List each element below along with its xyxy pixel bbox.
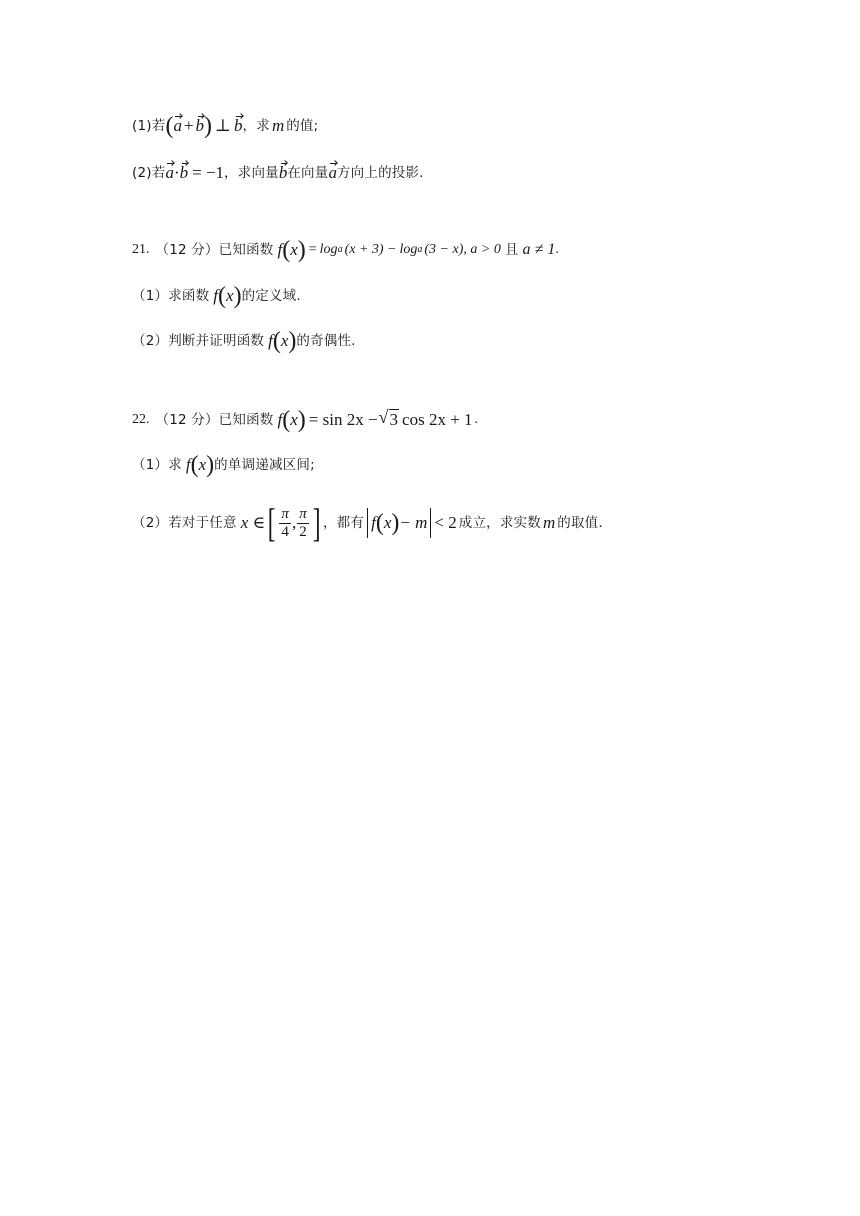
q20-part1-text-end: 的值; xyxy=(286,118,319,134)
fraction-numerator: π xyxy=(299,505,307,522)
vector-b: b xyxy=(195,116,205,135)
q21-part1-label: （1）求函数 xyxy=(132,288,210,304)
q22-part1 xyxy=(132,452,315,478)
open-paren: ( xyxy=(165,113,174,139)
q20-part2-label: (2)若 xyxy=(132,165,166,181)
log-arg-2: (3 − x), a > 0 xyxy=(424,242,501,257)
fraction-numerator: π xyxy=(281,505,289,522)
function-f: f xyxy=(277,240,283,259)
log-2: log xyxy=(399,242,418,257)
expression-part-1: = sin 2x − xyxy=(308,410,378,429)
vector-b: b xyxy=(179,163,189,182)
close-paren: ) xyxy=(391,510,400,536)
q22-header xyxy=(132,407,479,433)
q20-part2-text-mid: ，求向量 xyxy=(224,165,279,181)
q22-part1-text-end: 的单调递减区间; xyxy=(214,457,315,473)
q21-part2-label: （2）判断并证明函数 xyxy=(132,333,265,349)
open-paren: ( xyxy=(282,407,291,433)
variable-x: x xyxy=(280,331,289,350)
q21-part1 xyxy=(132,283,301,309)
open-paren: ( xyxy=(272,328,281,354)
x-in: x ∈ xyxy=(240,513,266,532)
vector-a: a xyxy=(173,116,182,135)
fraction-denominator: 4 xyxy=(281,523,289,540)
function-f: f xyxy=(277,410,283,429)
q22-points-text: （12 分）已知函数 xyxy=(155,412,274,428)
function-f: f xyxy=(371,513,376,532)
q20-part2-text-mid2: 在向量 xyxy=(287,165,329,181)
variable-m: m xyxy=(271,116,285,135)
q21-part2 xyxy=(132,328,356,354)
question-number: 22. xyxy=(132,412,150,427)
close-paren: ) xyxy=(233,283,242,309)
variable-x: x xyxy=(290,240,298,259)
abs-bar-left xyxy=(367,508,368,538)
q22-part2-label: （2）若对于任意 xyxy=(132,515,237,531)
close-paren: ) xyxy=(206,452,215,478)
q20-part1-label: (1)若 xyxy=(132,118,166,134)
open-paren: ( xyxy=(375,510,384,536)
condition-a-neq-1: a ≠ 1 xyxy=(522,241,556,258)
q22-part2-text-mid2: 成立，求实数 xyxy=(458,515,541,531)
close-paren: ) xyxy=(297,237,306,263)
q21-header xyxy=(132,237,559,263)
q22-part2 xyxy=(132,500,603,545)
vector-b-2: b xyxy=(278,163,288,182)
q22-part2-text-mid: ，都有 xyxy=(323,515,365,531)
close-paren: ) xyxy=(297,407,306,433)
and-word: 且 xyxy=(504,242,519,258)
variable-x: x xyxy=(383,513,392,532)
log-base-2: a xyxy=(417,244,423,255)
function-f: f xyxy=(185,455,191,474)
q21-part1-text-end: 的定义域. xyxy=(241,288,301,304)
equals-sign: = xyxy=(308,242,317,257)
open-paren: ( xyxy=(190,452,199,478)
variable-x: x xyxy=(290,410,298,429)
close-paren: ) xyxy=(288,328,297,354)
variable-x: x xyxy=(198,455,207,474)
sqrt-radicand: 3 xyxy=(389,410,399,429)
vector-b-2: b xyxy=(234,116,243,135)
open-paren: ( xyxy=(218,283,227,309)
minus-m: − m xyxy=(399,513,428,532)
equals-minus-one: = −1 xyxy=(192,163,225,182)
open-paren: ( xyxy=(282,237,291,263)
function-f: f xyxy=(213,286,219,305)
q21-points-text: （12 分）已知函数 xyxy=(155,242,274,258)
log-arg-1: (x + 3) − xyxy=(344,242,397,257)
perp-symbol: ⊥ xyxy=(215,116,232,135)
left-bracket: [ xyxy=(267,500,276,545)
log-1: log xyxy=(319,242,338,257)
period: . xyxy=(474,412,479,427)
expression-part-2: cos 2x + 1 xyxy=(402,410,473,429)
question-number: 21. xyxy=(132,242,150,257)
vector-a-2: a xyxy=(328,163,337,182)
close-paren: ) xyxy=(204,113,213,139)
fraction-denominator: 2 xyxy=(299,523,307,540)
fraction-pi-over-4 xyxy=(279,506,291,541)
fraction-pi-over-2 xyxy=(297,506,309,541)
q22-part2-text-end: 的取值. xyxy=(557,515,603,531)
q20-part2 xyxy=(132,163,424,183)
q20-part1 xyxy=(132,113,319,139)
period: . xyxy=(555,242,559,257)
variable-m: m xyxy=(542,513,556,532)
abs-bar-right xyxy=(430,508,431,538)
q22-part1-label: （1）求 xyxy=(132,457,182,473)
right-bracket: ] xyxy=(312,500,321,545)
comma: , xyxy=(291,513,297,532)
less-than-2: < 2 xyxy=(434,513,457,532)
q20-part2-text-end: 方向上的投影. xyxy=(336,165,424,181)
q20-part1-text-mid: ，求 xyxy=(242,118,270,134)
plus-sign: + xyxy=(183,116,194,135)
log-base-1: a xyxy=(337,244,343,255)
function-f: f xyxy=(268,331,273,350)
variable-x: x xyxy=(226,286,234,305)
sqrt-3 xyxy=(380,410,400,430)
dot-operator: · xyxy=(173,163,180,182)
q21-part2-text-end: 的奇偶性. xyxy=(296,333,356,349)
vector-a: a xyxy=(165,163,174,182)
